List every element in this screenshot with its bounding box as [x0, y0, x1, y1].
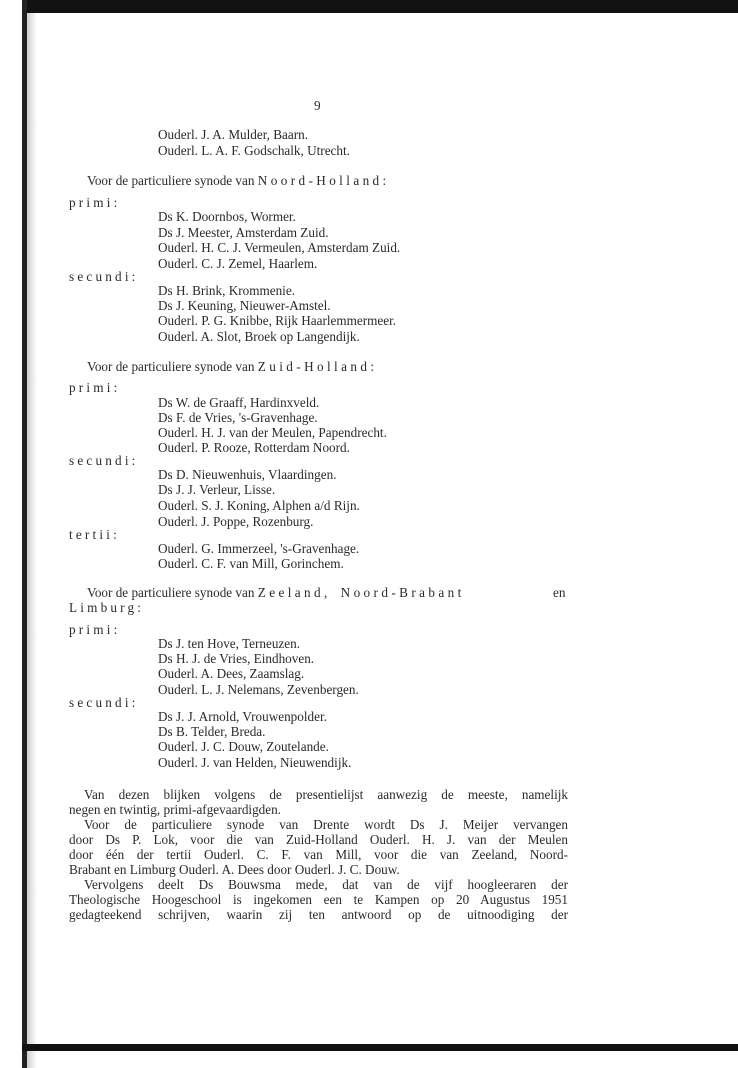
- zh-heading-prefix: Voor de particuliere synode van: [87, 359, 255, 374]
- intro-line: Ouderl. L. A. F. Godschalk, Utrecht.: [158, 143, 350, 158]
- zh-primi-label: primi:: [69, 380, 121, 395]
- scan-bottom-border: [22, 1044, 738, 1051]
- paragraph-line: door één der tertii Ouderl. C. F. van Mill, voor die van Zeeland, Noord-: [69, 847, 568, 862]
- zh-secundi-item: Ouderl. S. J. Koning, Alphen a/d Rijn.: [158, 498, 360, 513]
- nh-primi-label: primi:: [69, 195, 121, 210]
- zl-primi-item: Ds J. ten Hove, Terneuzen.: [158, 636, 301, 651]
- zl-primi-item: Ds H. J. de Vries, Eindhoven.: [158, 651, 315, 666]
- zh-secundi-item: Ds D. Nieuwenhuis, Vlaardingen.: [158, 467, 337, 482]
- zl-heading-region2: Noord-Brabant: [340, 585, 465, 600]
- nh-heading: [87, 173, 390, 188]
- nh-secundi-item: Ds H. Brink, Krommenie.: [158, 283, 295, 298]
- nh-secundi-item: Ouderl. A. Slot, Broek op Langendijk.: [158, 329, 360, 344]
- nh-secundi-item: Ds J. Keuning, Nieuwer-Amstel.: [158, 298, 331, 313]
- nh-heading-region: Noord-Holland:: [257, 173, 390, 188]
- zl-secundi-item: Ouderl. J. van Helden, Nieuwendijk.: [158, 755, 352, 770]
- nh-heading-prefix: Voor de particuliere synode van: [87, 173, 255, 188]
- paragraph-line: Brabant en Limburg Ouderl. A. Dees door Ouderl. J. C. Douw.: [69, 862, 400, 877]
- paragraph-line: door Ds P. Lok, voor die van Zuid-Holland Ouderl. H. J. van der Meulen: [69, 832, 568, 847]
- zl-secundi-label: secundi:: [69, 695, 139, 710]
- paragraph-line: gedagteekend schrijven, waarin zij ten antwoord op de uitnoodiging der: [69, 907, 568, 922]
- zh-primi-item: Ds F. de Vries, 's-Gravenhage.: [158, 410, 318, 425]
- nh-secundi-label: secundi:: [69, 269, 139, 284]
- zh-tertii-label: tertii:: [69, 527, 120, 542]
- zh-heading-region: Zuid-Holland:: [257, 359, 378, 374]
- paragraph-line: Voor de particuliere synode van Drente wordt Ds J. Meijer vervangen: [84, 817, 568, 832]
- paragraph-line: Vervolgens deelt Ds Bouwsma mede, dat van de vijf hoogleeraren der: [84, 877, 568, 892]
- zl-heading-line2: Limburg:: [69, 600, 145, 615]
- nh-primi-item: Ds K. Doornbos, Wormer.: [158, 209, 296, 224]
- zl-heading-region1: Zeeland,: [257, 585, 331, 600]
- zl-secundi-item: Ds B. Telder, Breda.: [158, 724, 266, 739]
- zh-primi-item: Ds W. de Graaff, Hardinxveld.: [158, 395, 320, 410]
- zl-secundi-item: Ouderl. J. C. Douw, Zoutelande.: [158, 739, 329, 754]
- nh-primi-item: Ouderl. H. C. J. Vermeulen, Amsterdam Zuid.: [158, 240, 401, 255]
- nh-secundi-item: Ouderl. P. G. Knibbe, Rijk Haarlemmermeer.: [158, 313, 397, 328]
- zh-tertii-item: Ouderl. C. F. van Mill, Gorinchem.: [158, 556, 344, 571]
- paragraph-line: Van dezen blijken volgens de presentielijst aanwezig de meeste, namelijk: [84, 787, 568, 802]
- paragraph-line: negen en twintig, primi-afgevaardigden.: [69, 802, 282, 817]
- zl-primi-item: Ouderl. L. J. Nelemans, Zevenbergen.: [158, 682, 359, 697]
- nh-primi-item: Ds J. Meester, Amsterdam Zuid.: [158, 225, 329, 240]
- zh-secundi-label: secundi:: [69, 453, 139, 468]
- zl-heading: [87, 585, 465, 600]
- zl-heading-prefix: Voor de particuliere synode van: [87, 585, 255, 600]
- zl-primi-item: Ouderl. A. Dees, Zaamslag.: [158, 666, 305, 681]
- zh-secundi-item: Ds J. J. Verleur, Lisse.: [158, 482, 276, 497]
- zl-primi-label: primi:: [69, 622, 121, 637]
- zl-secundi-item: Ds J. J. Arnold, Vrouwenpolder.: [158, 709, 327, 724]
- zl-heading-en: en: [553, 585, 566, 600]
- zh-primi-item: Ouderl. H. J. van der Meulen, Papendrecht.: [158, 425, 387, 440]
- intro-line: Ouderl. J. A. Mulder, Baarn.: [158, 127, 309, 142]
- nh-primi-item: Ouderl. C. J. Zemel, Haarlem.: [158, 256, 318, 271]
- zh-tertii-item: Ouderl. G. Immerzeel, 's-Gravenhage.: [158, 541, 360, 556]
- zh-secundi-item: Ouderl. J. Poppe, Rozenburg.: [158, 514, 314, 529]
- paragraph-line: Theologische Hoogeschool is ingekomen een te Kampen op 20 Augustus 1951: [69, 892, 568, 907]
- page-number: 9: [314, 98, 321, 113]
- zh-primi-item: Ouderl. P. Rooze, Rotterdam Noord.: [158, 440, 350, 455]
- zh-heading: [87, 359, 377, 374]
